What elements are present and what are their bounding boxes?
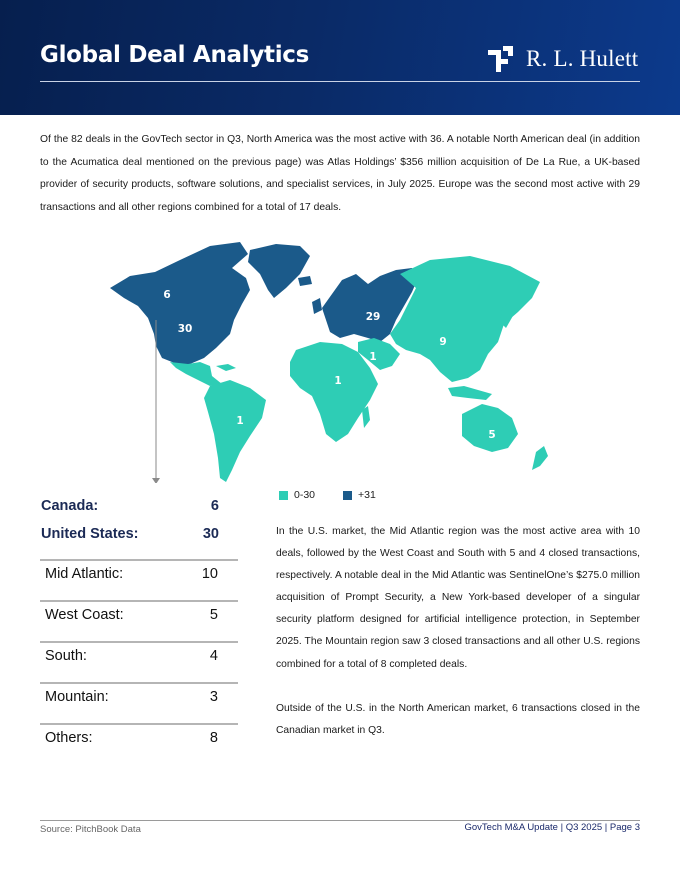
central-america-region [170,362,222,386]
footer-divider [40,820,640,821]
label-middle-east: 1 [369,351,377,363]
summary-united-states [41,526,219,542]
us-callout-arrowhead [152,478,160,483]
legend-item-low [279,489,315,501]
label-canada: 6 [163,289,171,301]
summary-canada-value: 6 [210,498,219,514]
region-value: 10 [201,566,218,582]
region-value: 4 [209,648,218,664]
summary-canada-label: Canada: [41,498,99,514]
table-row [40,559,238,600]
us-market-paragraph: In the U.S. market, the Mid Atlantic region was the most active area with 10 deals, followed by the West Coast and South with 5 and 4 closed transactions, respectively. A notable deal in the Mid Atlantic was SentinelOne’s $275.0 million acquisition of Prompt Security, a New York-based developer of a singular security platform designed for artificial intelligence protection, in September 2025. The Mountain region saw 3 closed transactions and all other U.S. regions combined for a total of 8 completed deals. [276,526,640,670]
new-zealand-region [532,446,548,470]
footer-source: Source: PitchBook Data [40,824,141,835]
label-africa: 1 [334,375,342,387]
map-legend [279,489,404,501]
rl-hulett-mark-icon [486,45,514,73]
australia-region [462,404,518,452]
legend-swatch-high [343,491,352,500]
page-title: Global Deal Analytics [40,42,310,68]
label-oceania: 5 [488,429,496,441]
table-row [40,723,238,764]
intro-paragraph: Of the 82 deals in the GovTech sector in Q3, North America was the most active with 36. A notable North American deal (in addition to the Acumatica deal mentioned on the previous page) was Atlas Holdings’ $356 million acquisition of De La Rue, a UK-based provider of security products, software solutions, and specialist services, in July 2025. Europe was the second most active with 29 transactions and all other regions combined for a total of 17 deals. [40,134,640,213]
region-label: Mountain: [45,689,109,705]
iceland-region [298,276,312,286]
region-label: Others: [45,730,93,746]
table-row [40,641,238,682]
north-america-region [110,242,250,366]
caribbean-region [216,364,236,371]
legend-swatch-low [279,491,288,500]
label-europe: 29 [365,311,381,323]
legend-label-high: +31 [358,489,376,501]
label-united-states: 30 [177,323,193,335]
region-value: 3 [209,689,218,705]
legend-item-high [343,489,376,501]
footer-page-info: GovTech M&A Update | Q3 2025 | Page 3 [464,822,640,833]
world-deal-map [100,238,560,483]
table-row [40,682,238,723]
southeast-asia-region [448,386,492,400]
world-map-svg [100,238,560,483]
asia-region [390,256,540,382]
madagascar-region [362,406,370,428]
label-asia: 9 [439,336,447,348]
label-south-america: 1 [236,415,244,427]
greenland-region [248,244,310,298]
us-market-text [276,521,640,742]
uk-region [312,298,322,314]
summary-us-value: 30 [202,526,219,542]
page-header [0,0,680,115]
header-divider [40,81,640,82]
south-america-region [204,380,266,482]
region-value: 5 [209,607,218,623]
canada-market-paragraph: Outside of the U.S. in the North American market, 6 transactions closed in the Canadian market in Q3. [276,702,640,736]
region-value: 8 [209,730,218,746]
logo-text: R. L. Hulett [526,46,639,71]
summary-canada [41,498,219,514]
region-label: West Coast: [45,607,124,623]
company-logo [486,44,638,74]
table-row [40,600,238,641]
us-regions-table [40,559,238,764]
legend-label-low: 0-30 [294,489,316,501]
summary-us-label: United States: [41,526,139,542]
region-label: South: [45,648,87,664]
region-label: Mid Atlantic: [45,566,124,582]
